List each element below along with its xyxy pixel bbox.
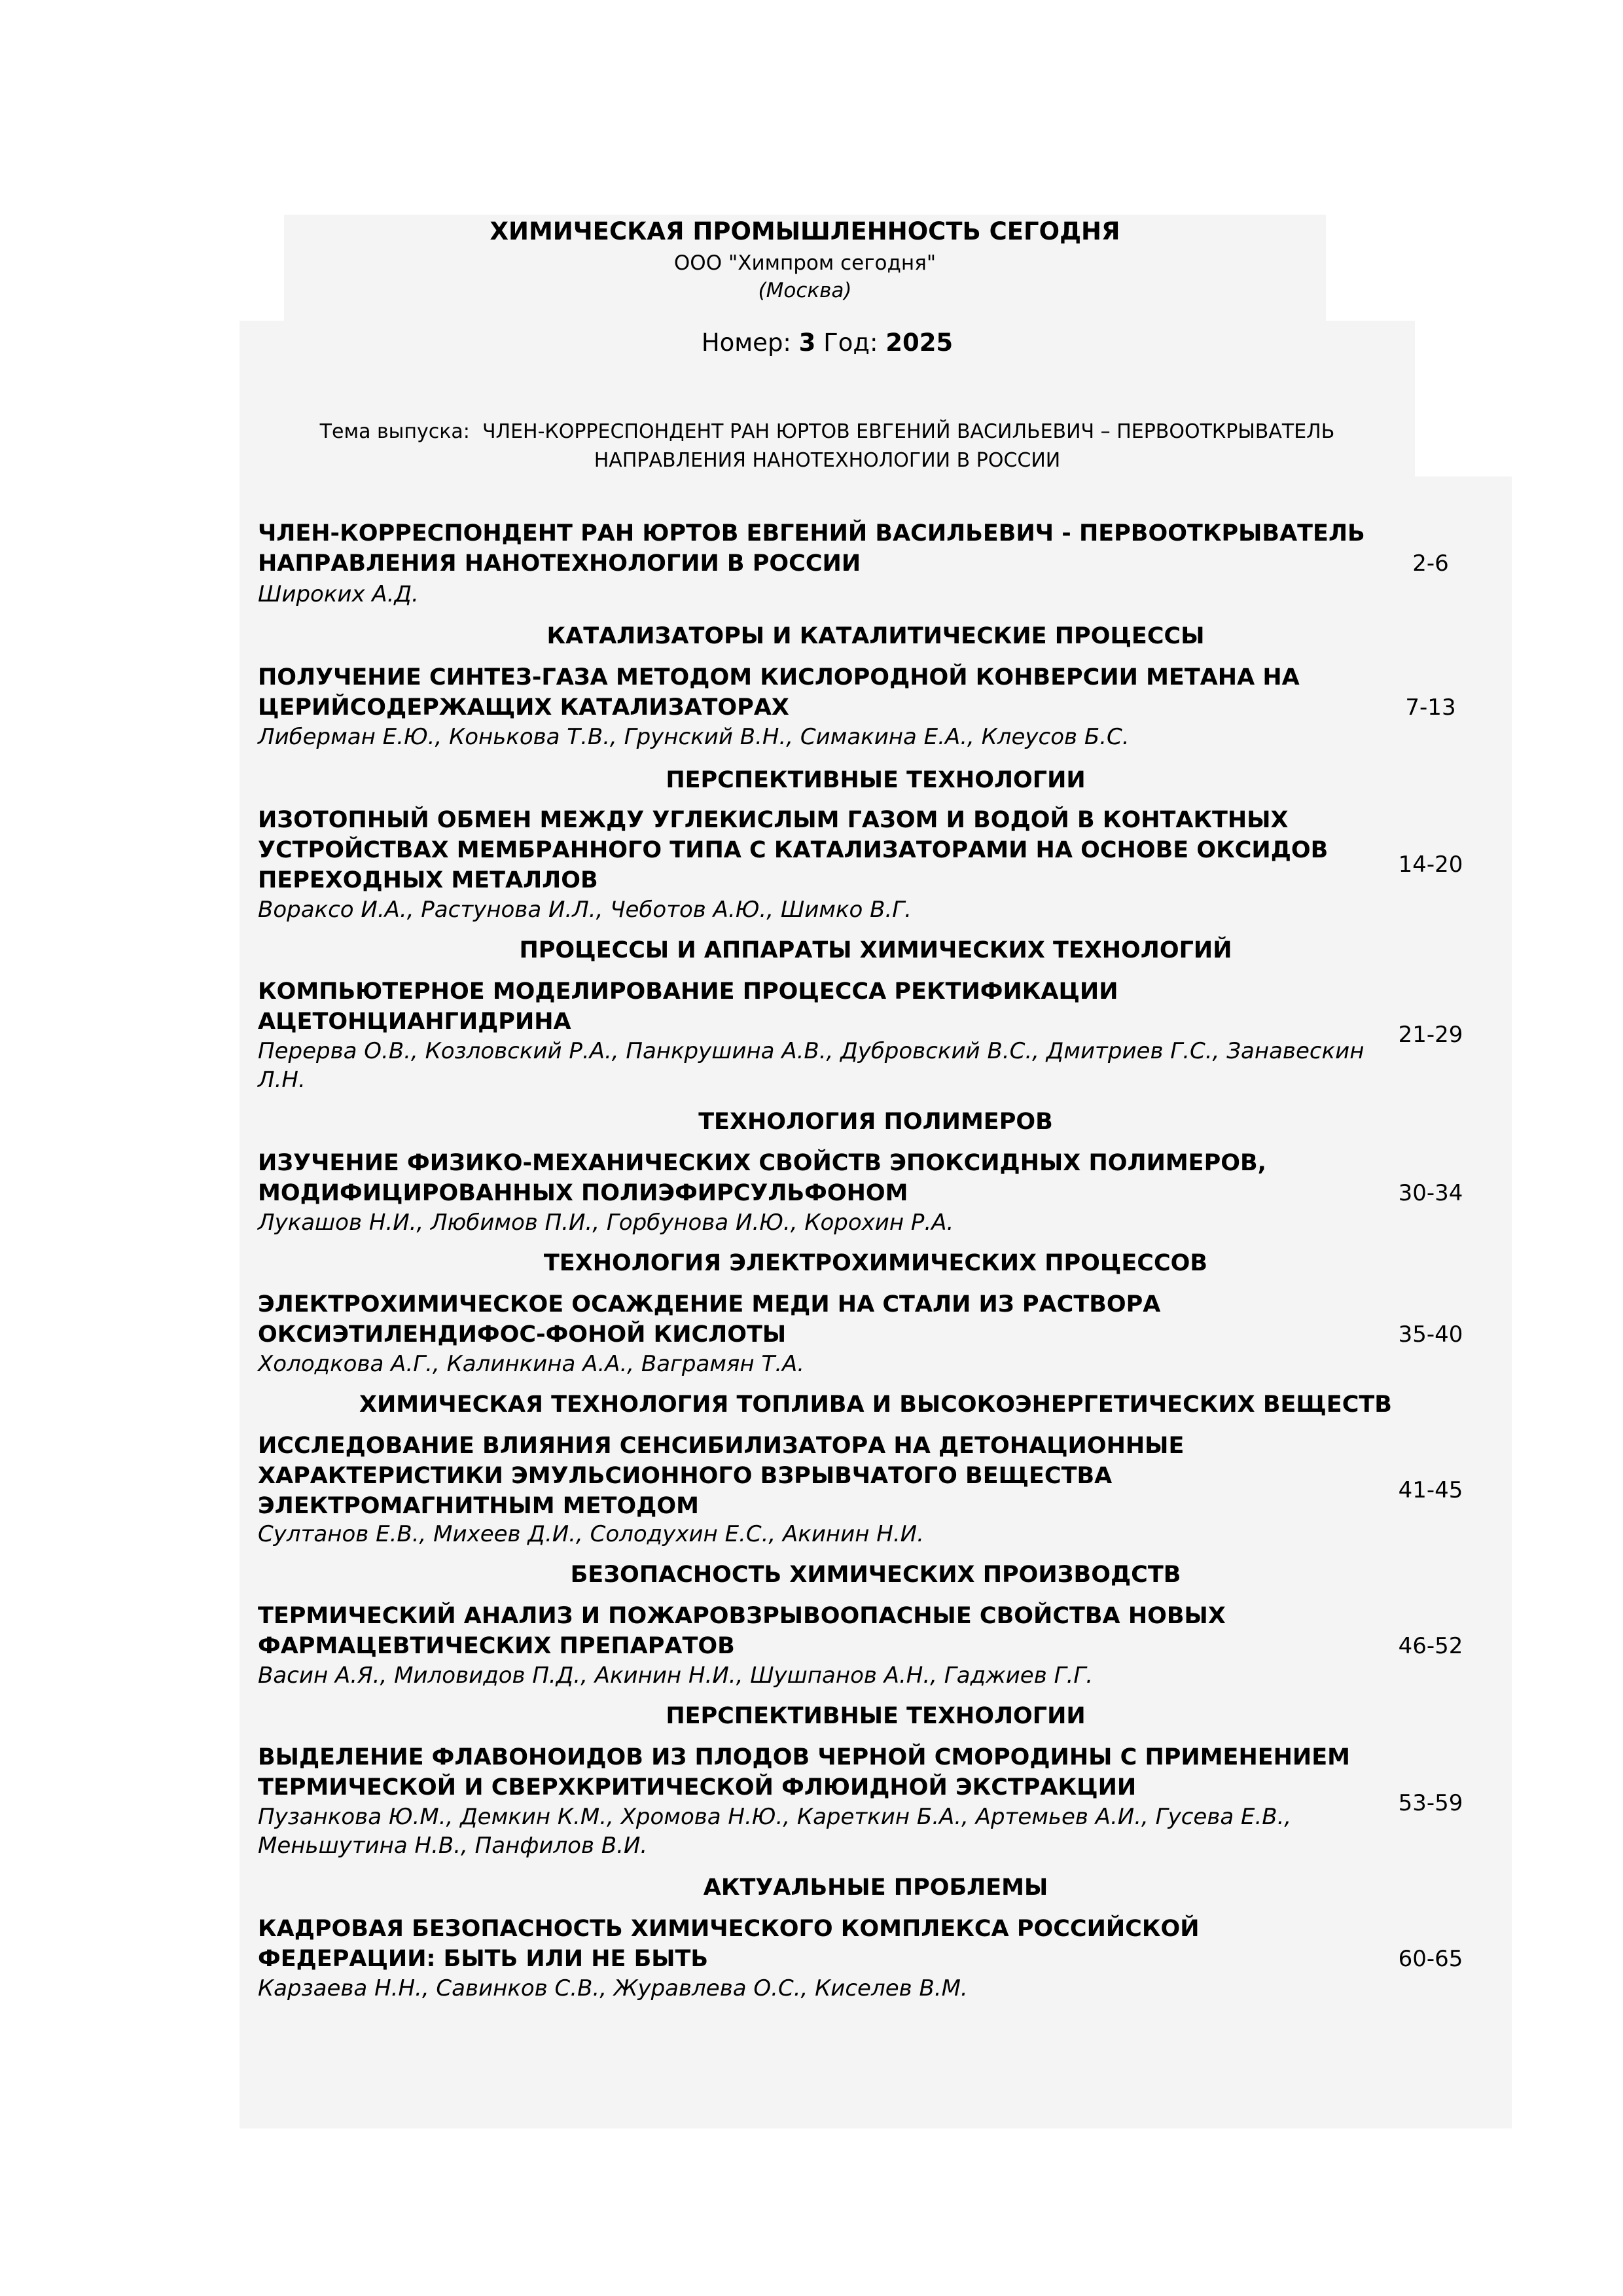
section-heading: ПРОЦЕССЫ И АППАРАТЫ ХИМИЧЕСКИХ ТЕХНОЛОГИЙ [519,937,1232,963]
article-pages: 2-6 [1412,550,1449,577]
issue-info [240,321,1415,476]
article-title[interactable]: КАДРОВАЯ БЕЗОПАСНОСТЬ ХИМИЧЕСКОГО КОМПЛЕКСА РОССИЙСКОЙ ФЕДЕРАЦИИ: БЫТЬ ИЛИ НЕ БЫТЬ [258,1916,1200,1972]
article-pages: 35-40 [1398,1321,1463,1348]
article-pages: 30-34 [1398,1180,1463,1206]
year-label: Год: [823,329,878,357]
article-title[interactable]: КОМПЬЮТЕРНОЕ МОДЕЛИРОВАНИЕ ПРОЦЕССА РЕКТИФИКАЦИИ АЦЕТОНЦИАНГИДРИНА [258,978,1118,1035]
issue-theme [240,418,1415,475]
issue-label: Номер: [701,329,791,357]
article-title[interactable]: ИЗУЧЕНИЕ ФИЗИКО-МЕХАНИЧЕСКИХ СВОЙСТВ ЭПОКСИДНЫХ ПОЛИМЕРОВ, МОДИФИЦИРОВАННЫХ ПОЛИЭФИРСУЛЬФОНОМ [258,1150,1266,1206]
article-authors: Васин А.Я., Миловидов П.Д., Акинин Н.И., Шушпанов А.Н., Гаджиев Г.Г. [258,1662,1094,1689]
issue-line [240,323,1415,363]
section-heading: ХИМИЧЕСКАЯ ТЕХНОЛОГИЯ ТОПЛИВА И ВЫСОКОЭНЕРГЕТИЧЕСКИХ ВЕЩЕСТВ [359,1391,1392,1418]
article-authors: Либерман Е.Ю., Конькова Т.В., Грунский В.Н., Симакина Е.А., Клеусов Б.С. [258,724,1130,750]
article-title[interactable]: ТЕРМИЧЕСКИЙ АНАЛИЗ И ПОЖАРОВЗРЫВООПАСНЫЕ СВОЙСТВА НОВЫХ ФАРМАЦЕВТИЧЕСКИХ ПРЕПАРАТОВ [258,1603,1226,1659]
section-heading: ТЕХНОЛОГИЯ ЭЛЕКТРОХИМИЧЕСКИХ ПРОЦЕССОВ [543,1250,1208,1276]
article-title[interactable]: ИССЛЕДОВАНИЕ ВЛИЯНИЯ СЕНСИБИЛИЗАТОРА НА ДЕТОНАЦИОННЫЕ ХАРАКТЕРИСТИКИ ЭМУЛЬСИОННОГО ВЗРЫВЧАТОГО ВЕЩЕСТВА ЭЛЕКТРОМАГНИТНЫМ МЕТОДОМ [258,1433,1185,1519]
article-pages: 14-20 [1398,852,1463,878]
article-pages: 21-29 [1398,1022,1463,1048]
city: (Москва) [758,279,852,302]
article-title[interactable]: ВЫДЕЛЕНИЕ ФЛАВОНОИДОВ ИЗ ПЛОДОВ ЧЕРНОЙ СМОРОДИНЫ С ПРИМЕНЕНИЕМ ТЕРМИЧЕСКОЙ И СВЕРХКРИТИЧЕСКОЙ ФЛЮИДНОЙ ЭКСТРАКЦИИ [258,1744,1350,1801]
article-authors: Перерва О.В., Козловский Р.А., Панкрушина А.В., Дубровский В.С., Дмитриев Г.С., Занавескин Л.Н. [258,1038,1364,1093]
year: 2025 [885,329,954,357]
article-pages: 7-13 [1405,694,1456,721]
article-authors: Султанов Е.В., Михеев Д.И., Солодухин Е.С., Акинин Н.И. [258,1521,924,1547]
journal-title: ХИМИЧЕСКАЯ ПРОМЫШЛЕННОСТЬ СЕГОДНЯ [490,217,1120,245]
section-heading: ПЕРСПЕКТИВНЫЕ ТЕХНОЛОГИИ [666,767,1086,793]
article-title[interactable]: ПОЛУЧЕНИЕ СИНТЕЗ-ГАЗА МЕТОДОМ КИСЛОРОДНОЙ КОНВЕРСИИ МЕТАНА НА ЦЕРИЙСОДЕРЖАЩИХ КАТАЛИЗАТОРАХ [258,664,1300,721]
article-title[interactable]: ИЗОТОПНЫЙ ОБМЕН МЕЖДУ УГЛЕКИСЛЫМ ГАЗОМ И ВОДОЙ В КОНТАКТНЫХ УСТРОЙСТВАХ МЕМБРАННОГО ТИПА С КАТАЛИЗАТОРАМИ НА ОСНОВЕ ОКСИДОВ ПЕРЕХОДНЫХ МЕТАЛЛОВ [258,807,1329,893]
article-authors: Холодкова А.Г., Калинкина А.А., Ваграмян Т.А. [258,1351,805,1377]
article-authors: Карзаева Н.Н., Савинков С.В., Журавлева О.С., Киселев В.М. [258,1975,968,2001]
table-of-contents [240,476,1512,2128]
theme-text: ЧЛЕН-КОРРЕСПОНДЕНТ РАН ЮРТОВ ЕВГЕНИЙ ВАСИЛЬЕВИЧ – ПЕРВООТКРЫВАТЕЛЬ НАПРАВЛЕНИЯ НАНОТЕХНОЛОГИИ В РОССИИ [482,420,1335,472]
article-title[interactable]: ЭЛЕКТРОХИМИЧЕСКОЕ ОСАЖДЕНИЕ МЕДИ НА СТАЛИ ИЗ РАСТВОРА ОКСИЭТИЛЕНДИФОС-ФОНОЙ КИСЛОТЫ [258,1291,1161,1348]
article-pages: 46-52 [1398,1633,1463,1659]
article-pages: 60-65 [1398,1946,1463,1972]
article-title[interactable]: ЧЛЕН-КОРРЕСПОНДЕНТ РАН ЮРТОВ ЕВГЕНИЙ ВАСИЛЬЕВИЧ - ПЕРВООТКРЫВАТЕЛЬ НАПРАВЛЕНИЯ НАНОТЕХНОЛОГИИ В РОССИИ [258,520,1365,577]
journal-header [284,215,1326,321]
article-authors: Лукашов Н.И., Любимов П.И., Горбунова И.Ю., Корохин Р.А. [258,1210,954,1236]
section-heading: КАТАЛИЗАТОРЫ И КАТАЛИТИЧЕСКИЕ ПРОЦЕССЫ [546,623,1205,649]
theme-label: Тема выпуска: [319,420,470,443]
section-heading: ПЕРСПЕКТИВНЫЕ ТЕХНОЛОГИИ [666,1703,1086,1729]
article-pages: 41-45 [1398,1477,1463,1503]
section-heading: БЕЗОПАСНОСТЬ ХИМИЧЕСКИХ ПРОИЗВОДСТВ [570,1562,1181,1588]
issue-number: 3 [798,329,816,357]
section-heading: ТЕХНОЛОГИЯ ПОЛИМЕРОВ [698,1109,1053,1135]
section-heading: АКТУАЛЬНЫЕ ПРОБЛЕМЫ [703,1874,1048,1901]
article-authors: Пузанкова Ю.М., Демкин К.М., Хромова Н.Ю., Кареткин Б.А., Артемьев А.И., Гусева Е.В., Меньшутина Н.В., Панфилов В.И. [258,1804,1292,1859]
article-pages: 53-59 [1398,1790,1463,1816]
article-authors: Широких А.Д. [258,581,419,607]
publisher: ООО "Химпром сегодня" [673,251,936,275]
article-authors: Воракс​о И.А., Растунова И.Л., Чеботов А.Ю., Шимко В.Г. [258,897,912,923]
